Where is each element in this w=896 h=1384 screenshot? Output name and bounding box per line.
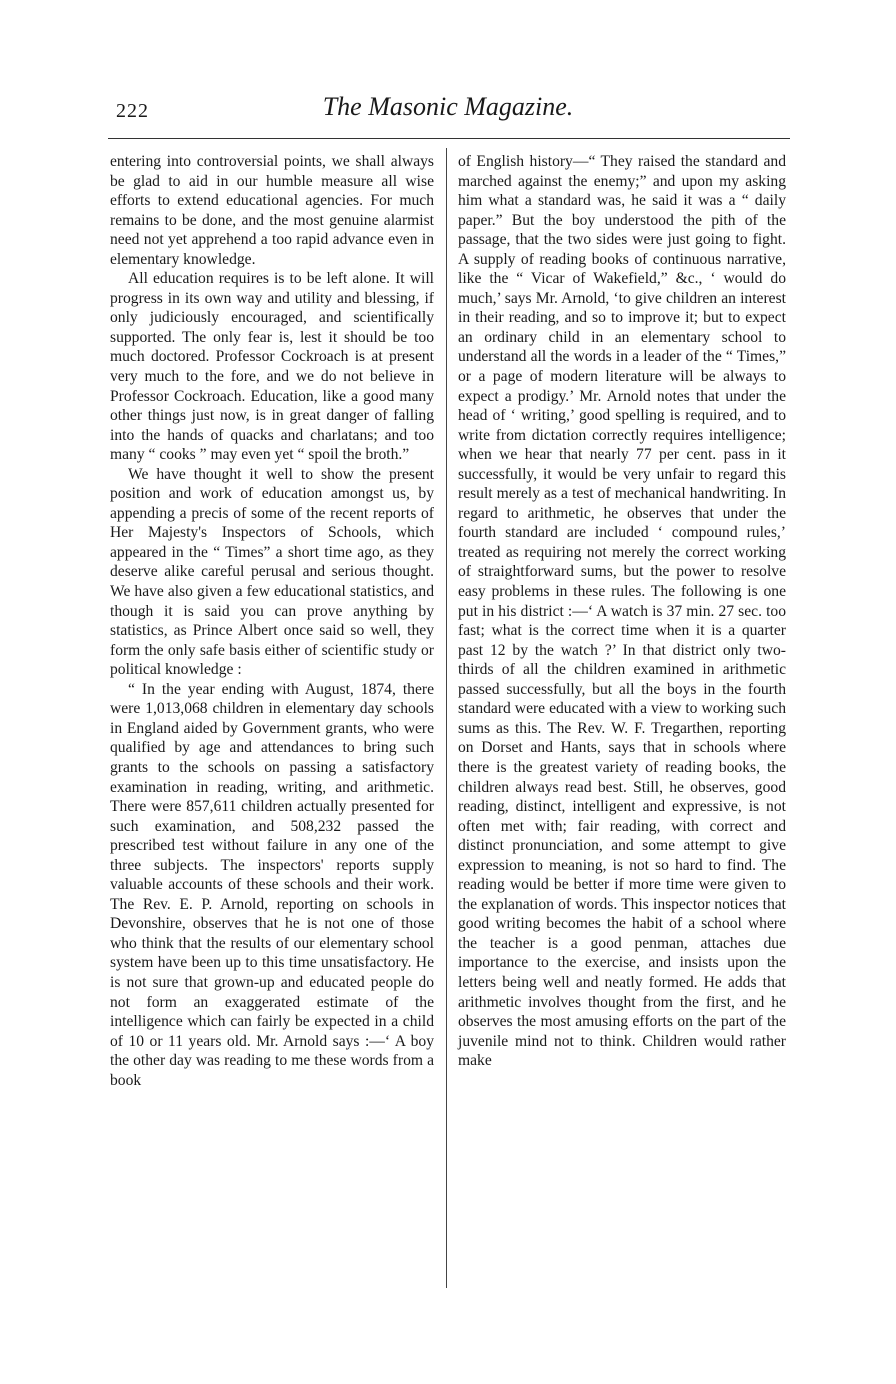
page-header xyxy=(110,86,786,126)
running-title: The Masonic Magazine. xyxy=(322,92,574,121)
page-number: 222 xyxy=(116,100,149,122)
left-column xyxy=(110,152,434,1090)
left-paragraph-1: entering into controversial points, we shall always be glad to aid in our humble measure all wise efforts to extend educational agencies. For much remains to be done, and the most genuine alarmist need not yet apprehend a too rapid advance even in elementary knowledge. xyxy=(110,153,434,268)
right-column xyxy=(458,152,786,1071)
column-divider xyxy=(446,148,447,1288)
right-paragraph-1: of English history—“ They raised the standard and marched against the enemy;” and upon my asking him what a standard was, he said it was a “ daily paper.” But the boy understood the pith of the passage, that the two sides were just going to fight. A supply of reading books of continuous narrative, like the “ Vicar of Wakefield,” &c., ‘ would do much,’ says Mr. Arnold, ‘to give children an interest in their reading, and so to improve it; but to expect an ordinary child in an elementary school to understand all the words in a leader of the “ Times,” or a page of modern literature will be always to expect a prodigy.’ Mr. Arnold notes that under the head of ‘ writing,’ good spelling is required, and to write from dictation correctly requires intelligence; when we hear that nearly 77 per cent. pass in it successfully, it would be very unfair to regard this result merely as a test of mechanical handwriting. In regard to arithmetic, he observes that under the fourth standard are included ‘ compound rules,’ treated as requiring not merely the correct working of straightforward sums, but the power to resolve easy problems in these rules. The following is one put in his district :—‘ A watch is 37 min. 27 sec. too fast; what is the correct time when it is a quarter past 12 by the watch ?’ In that district only two-thirds of all the children examined in arithmetic passed successfully, but all the boys in the fourth standard were educated with a view to working such sums as this. The Rev. W. F. Tregarthen, reporting on Dorset and Hants, says that in schools where there is the greatest variety of reading books, the children always read best. Still, he observes, good reading, distinct, intelligent and expressive, is not often met with; fair reading, with correct and distinct pronunciation, and some attempt to give expression to meaning, is not so hard to find. The reading would be better if more time were given to the explanation of words. This inspector notices that good writing becomes the habit of a school where the teacher is a good penman, attaches due importance to the exercise, and insists upon the letters being well and neatly formed. He adds that arithmetic involves thought from the first, and he observes the most amusing efforts on the part of the juvenile mind not to think. Children would rather make xyxy=(458,153,786,1070)
header-rule xyxy=(108,138,790,139)
left-paragraph-2: All education requires is to be left alone. It will progress in its own way and utility and blessing, if only judiciously encouraged, and scientifically supported. The only fear is, lest it should be too much doctored. Professor Cockroach is at present very much to the fore, and we do not believe in Professor Cockroach. Education, like a good many other things just now, is in great danger of falling into the hands of quacks and charlatans; and too many “ cooks ” may even yet “ spoil the broth.” xyxy=(110,270,434,464)
left-paragraph-3: We have thought it well to show the present position and work of education amongst us, by appending a precis of some of the recent reports of Her Majesty's Inspectors of Schools, which appeared in the “ Times” a short time ago, as they deserve alike careful perusal and serious thought. We have also given a few educational statistics, and though it is said you can prove anything by statistics, as Prince Albert once said so well, they form the only safe basis either of scientific study or political knowledge : xyxy=(110,465,434,679)
left-paragraph-4: “ In the year ending with August, 1874, there were 1,013,068 children in elementary day schools in England aided by Government grants, who were qualified by age and attendances to bring such grants to the schools on passing a satisfactory examination in reading, writing, and arithmetic. There were 857,611 children actually presented for such examination, and 508,232 passed the prescribed test without failure in any one of the three subjects. The inspectors' reports supply valuable accounts of these schools and their work. The Rev. E. P. Arnold, reporting on schools in Devonshire, observes that he is not one of those who think that the results of our elementary school system have been up to this time unsatisfactory. He is not sure that grown-up and educated people do not form an exaggerated estimate of the intelligence which can fairly be expected in a child of 10 or 11 years old. Mr. Arnold says :—‘ A boy the other day was reading to me these words from a book xyxy=(110,680,434,1089)
